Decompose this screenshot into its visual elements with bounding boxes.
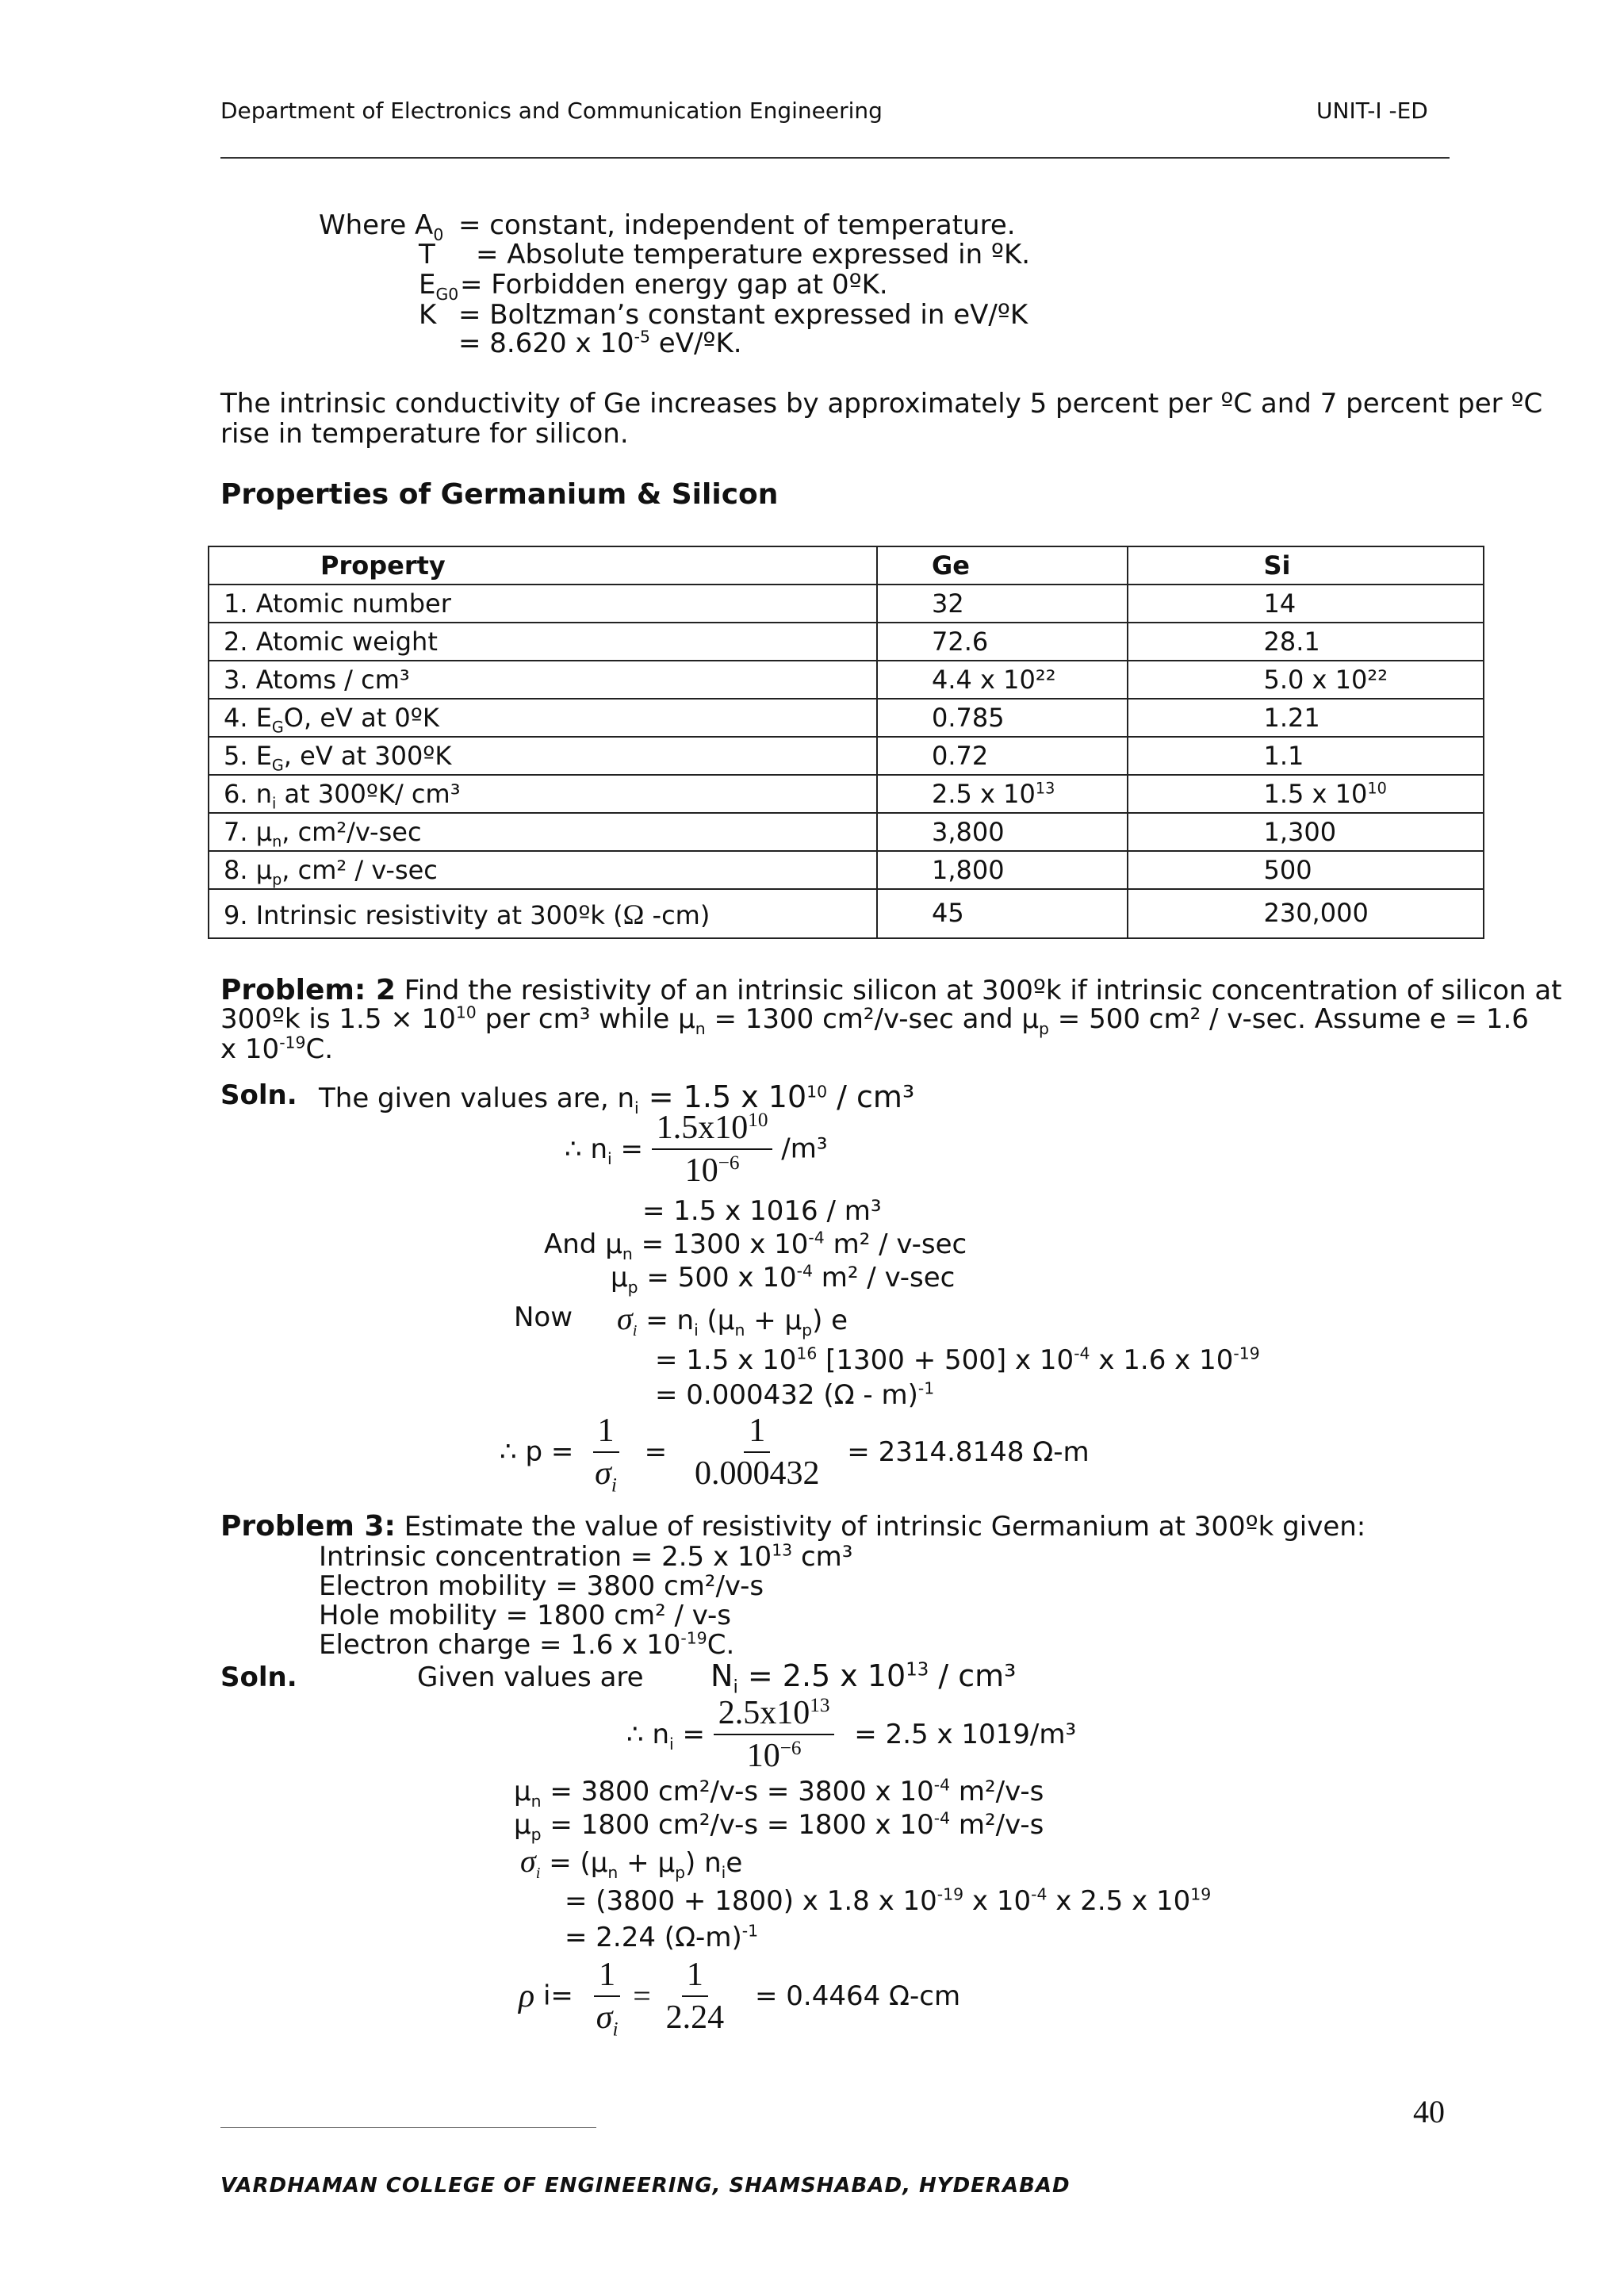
cell-property: 7. $\mu_n$, cm²/v-sec — [209, 813, 877, 851]
cell-ge: 0.72 — [877, 737, 1128, 775]
cell-property: 6. $n_i$ at 300ºK/ cm³ — [209, 775, 877, 813]
problem3-Ni: $N_i = 2.5$ x $10^{13} / cm^3$ — [710, 1658, 1017, 1698]
cell-si: 230,000 — [1128, 889, 1484, 938]
problem2-ni-formula: ∴ $n_i$ = $\frac{1.5x10^{10}}{10^{-6}}$ /m³ — [565, 1110, 828, 1190]
where-k-desc: = Boltzman’s constant expressed in eV/ºK — [458, 299, 1028, 331]
table-header-row — [209, 546, 1484, 585]
table-row — [209, 699, 1484, 737]
header-department: Department of Electronics and Communication Engineering — [220, 98, 883, 124]
problem3-line-1: Problem 3: Estimate the value of resistivity of intrinsic Germanium at 300ºk given: — [220, 1510, 1366, 1543]
problem3-sigma-line: $\sigma_i = (\mu_n + \mu_p)$ $n_ie$ — [520, 1843, 743, 1882]
problem3-rho-formula: ρ i= $\frac{1}{\sigma_i}$ = $\frac{1}{2.24}$ = 0.4464 Ω-cm — [519, 1957, 961, 2041]
cell-ge: 0.785 — [877, 699, 1128, 737]
problem3-given-1: Intrinsic concentration = 2.5 x $10^{13}$ cm³ — [319, 1540, 853, 1573]
problem3-given-2: Electron mobility = 3800 cm²/v-s — [319, 1570, 764, 1602]
properties-heading: Properties of Germanium & Silicon — [220, 478, 779, 511]
cell-si: 1.1 — [1128, 737, 1484, 775]
problem3-given-values: Given values are — [417, 1662, 644, 1693]
table-row — [209, 889, 1484, 938]
problem2-sigma-line: $\sigma_i = n_i$ $(\mu_n + \mu_p)$ e — [617, 1301, 848, 1340]
problem3-soln-label: Soln. — [220, 1662, 297, 1693]
cell-property: 8. $\mu_p$, cm² / v-sec — [209, 851, 877, 889]
cell-si: 500 — [1128, 851, 1484, 889]
cell-ge: 45 — [877, 889, 1128, 938]
column-header-ge: Ge — [877, 546, 1128, 585]
cell-property: 9. Intrinsic resistivity at 300ºk (Ω -cm) — [209, 889, 877, 938]
cell-si: 1.21 — [1128, 699, 1484, 737]
problem3-mun: $\mu_n = 3800$ cm²/v-s = 3800 x $10^{-4}$ m²/v-s — [514, 1775, 1044, 1811]
where-a0: Where $A_0$ — [319, 209, 444, 244]
where-eg0-desc: = Forbidden energy gap at 0ºK. — [460, 269, 888, 301]
cell-property: 1. Atomic number — [209, 585, 877, 623]
cell-ge: 3,800 — [877, 813, 1128, 851]
cell-si: 14 — [1128, 585, 1484, 623]
cell-si: 28.1 — [1128, 623, 1484, 661]
problem2-line-2: 300ºk is $1.5 \times 10^{10}$ per cm³ while $\mu_n = 1300$ cm²/v-sec and $\mu_p = 500$ cm² / v-sec. Assume e = 1.6 — [220, 1002, 1529, 1038]
table-row — [209, 813, 1484, 851]
problem2-now: Now — [514, 1301, 573, 1333]
cell-ge: 32 — [877, 585, 1128, 623]
header-rule — [220, 157, 1450, 159]
problem2-ni-fraction: $\frac{1.5x10^{10}}{10^{-6}}$ — [652, 1110, 773, 1188]
problem3-mup: $\mu_p = 1800$ cm²/v-s = 1800 x $10^{-4}$ m²/v-s — [514, 1808, 1044, 1844]
cell-ge: 1,800 — [877, 851, 1128, 889]
page-number: 40 — [1413, 2094, 1445, 2129]
header-unit: UNIT-I -ED — [1316, 98, 1428, 124]
cell-property: 2. Atomic weight — [209, 623, 877, 661]
problem2-ni-result: = 1.5 x 1016 / m³ — [642, 1195, 882, 1227]
problem2-line-1: Problem: 2 Find the resistivity of an intrinsic silicon at 300ºk if intrinsic concentration of silicon at — [220, 974, 1562, 1006]
cell-si: 5.0 x 10²² — [1128, 661, 1484, 699]
table-row — [209, 585, 1484, 623]
problem2-line-3: x $10^{-19}C$. — [220, 1033, 334, 1065]
problem3-calc-1: = (3800 + 1800) x 1.8 x $10^{-19}$ x $10^{-4}$ x 2.5 x $10^{19}$ — [565, 1884, 1212, 1917]
table-row — [209, 851, 1484, 889]
problem2-rho-formula: ∴ p = $\frac{1}{\sigma_i}$ = $\frac{1}{0.000432}$ = 2314.8148 Ω-m — [500, 1412, 1090, 1497]
properties-table — [208, 546, 1484, 939]
footer-college: VARDHAMAN COLLEGE OF ENGINEERING, SHAMSHABAD, HYDERABAD — [220, 2174, 1071, 2198]
cell-si: 1,300 — [1128, 813, 1484, 851]
cell-ge: 4.4 x 10²² — [877, 661, 1128, 699]
problem3-given-3: Hole mobility = 1800 cm² / v-s — [319, 1600, 731, 1631]
problem3-given-4: Electron charge = 1.6 x $10^{-19}C$. — [319, 1628, 735, 1661]
where-eg0: $E_{G0}$ — [419, 269, 459, 304]
cell-ge: 72.6 — [877, 623, 1128, 661]
where-t: T — [419, 239, 435, 270]
column-header-property: Property — [209, 546, 877, 585]
cell-property: 3. Atoms / cm³ — [209, 661, 877, 699]
cell-ge: 2.5 x $10^{13}$ — [877, 775, 1128, 813]
problem2-soln-label: Soln. — [220, 1079, 297, 1111]
where-k-value: = 8.620 x $10^{-5}$ eV/ºK. — [458, 327, 742, 359]
problem2-calc-1: = 1.5 x $10^{16}$ [1300 + 500] x $10^{-4}$ x 1.6 x $10^{-19}$ — [655, 1343, 1260, 1376]
cell-property: 4. $E_GO$, eV at 0ºK — [209, 699, 877, 737]
where-a0-desc: = constant, independent of temperature. — [458, 209, 1016, 241]
table-row — [209, 661, 1484, 699]
table-row — [209, 623, 1484, 661]
problem2-calc-2: = 0.000432 (Ω - m)$^{-1}$ — [655, 1378, 935, 1411]
intrinsic-line-1: The intrinsic conductivity of Ge increases by approximately 5 percent per ºC and 7 percent per ºC — [220, 388, 1543, 420]
intrinsic-line-2: rise in temperature for silicon. — [220, 418, 629, 450]
problem3-ni-formula: ∴ $n_i$ = $\frac{2.5x10^{13}}{10^{-6}}$ = 2.5 x 1019/m³ — [626, 1695, 1077, 1775]
cell-property: 5. $E_G$, eV at 300ºK — [209, 737, 877, 775]
problem3-calc-2: = 2.24 $(\Omega-m)^{-1}$ — [565, 1921, 759, 1953]
table-row — [209, 775, 1484, 813]
cell-si: 1.5 x $10^{10}$ — [1128, 775, 1484, 813]
table-row — [209, 737, 1484, 775]
problem2-mun: And $\mu_n = 1300$ x $10^{-4}$ m² / v-sec — [544, 1228, 967, 1263]
problem2-mup: $\mu_p = 500$ x $10^{-4}$ m² / v-sec — [611, 1261, 956, 1297]
where-t-desc: = Absolute temperature expressed in ºK. — [476, 239, 1031, 270]
where-k: K — [419, 299, 437, 331]
footer-rule — [220, 2127, 596, 2128]
column-header-si: Si — [1128, 546, 1484, 585]
problem2-given: The given values are, $n_i = 1.5$ x $10^{10} / cm^3$ — [319, 1079, 915, 1117]
